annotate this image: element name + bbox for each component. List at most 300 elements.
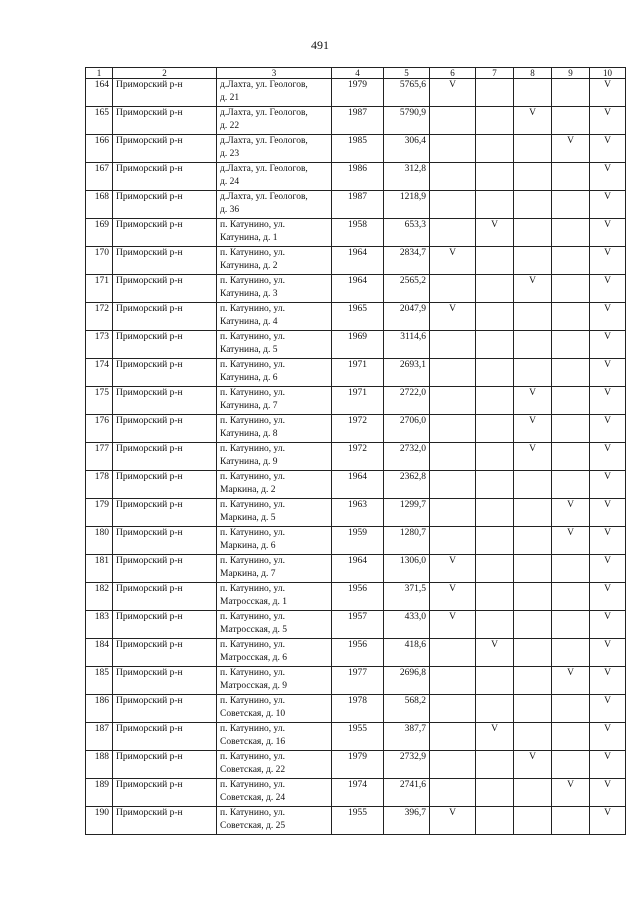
mark-cell-9 <box>552 107 590 135</box>
address-line-2: Маркина, д. 7 <box>220 568 276 579</box>
year-cell: 1987 <box>332 191 384 219</box>
mark-cell-6: V <box>430 807 476 835</box>
address-line-2: д. 24 <box>220 176 240 187</box>
address-line-2: Катунина, д. 1 <box>220 232 278 243</box>
mark-cell-9: V <box>552 499 590 527</box>
district-cell: Приморский р-н <box>113 135 217 163</box>
district-cell: Приморский р-н <box>113 555 217 583</box>
year-cell: 1979 <box>332 79 384 107</box>
address-cell <box>217 303 332 331</box>
mark-cell-8 <box>514 135 552 163</box>
table-row <box>86 723 626 751</box>
address-line-1: д.Лахта, ул. Геологов, <box>220 192 308 202</box>
mark-cell-8 <box>514 303 552 331</box>
mark-cell-7 <box>476 415 514 443</box>
mark-cell-8 <box>514 219 552 247</box>
mark-cell-6 <box>430 723 476 751</box>
table-row <box>86 471 626 499</box>
table-row <box>86 303 626 331</box>
table-row <box>86 695 626 723</box>
area-cell: 396,7 <box>384 807 430 835</box>
year-cell: 1956 <box>332 639 384 667</box>
address-cell <box>217 163 332 191</box>
area-cell: 2047,9 <box>384 303 430 331</box>
area-cell: 5765,6 <box>384 79 430 107</box>
mark-cell-7 <box>476 443 514 471</box>
mark-cell-8 <box>514 779 552 807</box>
mark-cell-9 <box>552 751 590 779</box>
mark-cell-8 <box>514 499 552 527</box>
mark-cell-10: V <box>590 695 626 723</box>
year-cell: 1965 <box>332 303 384 331</box>
col-header-3: 3 <box>217 68 332 79</box>
mark-cell-8 <box>514 667 552 695</box>
mark-cell-6 <box>430 415 476 443</box>
area-cell: 433,0 <box>384 611 430 639</box>
mark-cell-6 <box>430 471 476 499</box>
address-line-2: Матросская, д. 9 <box>220 680 287 691</box>
area-cell: 2732,0 <box>384 443 430 471</box>
mark-cell-6 <box>430 751 476 779</box>
mark-cell-8 <box>514 611 552 639</box>
mark-cell-10: V <box>590 247 626 275</box>
mark-cell-7 <box>476 695 514 723</box>
mark-cell-9 <box>552 807 590 835</box>
district-cell: Приморский р-н <box>113 163 217 191</box>
mark-cell-7: V <box>476 219 514 247</box>
mark-cell-10: V <box>590 611 626 639</box>
row-number: 164 <box>86 79 113 107</box>
mark-cell-7 <box>476 751 514 779</box>
year-cell: 1972 <box>332 443 384 471</box>
mark-cell-6 <box>430 219 476 247</box>
address-cell <box>217 443 332 471</box>
table-row <box>86 807 626 835</box>
mark-cell-7 <box>476 191 514 219</box>
mark-cell-8 <box>514 331 552 359</box>
table-row <box>86 779 626 807</box>
year-cell: 1964 <box>332 247 384 275</box>
row-number: 185 <box>86 667 113 695</box>
mark-cell-10: V <box>590 331 626 359</box>
row-number: 175 <box>86 387 113 415</box>
address-cell <box>217 583 332 611</box>
address-cell <box>217 107 332 135</box>
mark-cell-9 <box>552 247 590 275</box>
address-cell <box>217 779 332 807</box>
district-cell: Приморский р-н <box>113 107 217 135</box>
mark-cell-9 <box>552 79 590 107</box>
table-row <box>86 359 626 387</box>
address-line-2: Советская, д. 24 <box>220 792 286 803</box>
address-line-1: п. Катунино, ул. <box>220 668 285 678</box>
year-cell: 1957 <box>332 611 384 639</box>
mark-cell-9 <box>552 471 590 499</box>
mark-cell-10: V <box>590 135 626 163</box>
mark-cell-10: V <box>590 107 626 135</box>
address-line-2: д. 36 <box>220 204 240 215</box>
year-cell: 1964 <box>332 471 384 499</box>
mark-cell-8 <box>514 807 552 835</box>
mark-cell-9 <box>552 331 590 359</box>
area-cell: 418,6 <box>384 639 430 667</box>
address-line-2: Маркина, д. 5 <box>220 512 276 523</box>
address-line-1: п. Катунино, ул. <box>220 500 285 510</box>
year-cell: 1964 <box>332 275 384 303</box>
mark-cell-10: V <box>590 303 626 331</box>
address-line-2: Катунина, д. 4 <box>220 316 278 327</box>
address-cell <box>217 415 332 443</box>
address-line-2: Катунина, д. 9 <box>220 456 278 467</box>
district-cell: Приморский р-н <box>113 275 217 303</box>
area-cell: 1306,0 <box>384 555 430 583</box>
address-line-2: Советская, д. 22 <box>220 764 286 775</box>
district-cell: Приморский р-н <box>113 695 217 723</box>
address-cell <box>217 695 332 723</box>
mark-cell-6 <box>430 359 476 387</box>
address-line-1: п. Катунино, ул. <box>220 472 285 482</box>
address-cell <box>217 499 332 527</box>
row-number: 180 <box>86 527 113 555</box>
year-cell: 1987 <box>332 107 384 135</box>
address-line-2: д. 23 <box>220 148 240 159</box>
mark-cell-9 <box>552 275 590 303</box>
year-cell: 1986 <box>332 163 384 191</box>
address-line-1: п. Катунино, ул. <box>220 360 285 370</box>
address-line-2: Маркина, д. 2 <box>220 484 276 495</box>
address-cell <box>217 219 332 247</box>
area-cell: 2362,8 <box>384 471 430 499</box>
row-number: 186 <box>86 695 113 723</box>
year-cell: 1955 <box>332 723 384 751</box>
mark-cell-10: V <box>590 667 626 695</box>
address-line-2: Катунина, д. 2 <box>220 260 278 271</box>
table-row <box>86 135 626 163</box>
address-line-1: п. Катунино, ул. <box>220 416 285 426</box>
table-row <box>86 667 626 695</box>
mark-cell-7 <box>476 667 514 695</box>
district-cell: Приморский р-н <box>113 639 217 667</box>
mark-cell-6 <box>430 499 476 527</box>
mark-cell-6: V <box>430 79 476 107</box>
mark-cell-6 <box>430 163 476 191</box>
area-cell: 306,4 <box>384 135 430 163</box>
district-cell: Приморский р-н <box>113 387 217 415</box>
address-cell <box>217 555 332 583</box>
col-header-5: 5 <box>384 68 430 79</box>
row-number: 187 <box>86 723 113 751</box>
mark-cell-8: V <box>514 443 552 471</box>
row-number: 167 <box>86 163 113 191</box>
mark-cell-9: V <box>552 667 590 695</box>
mark-cell-9 <box>552 415 590 443</box>
district-cell: Приморский р-н <box>113 779 217 807</box>
mark-cell-10: V <box>590 583 626 611</box>
mark-cell-7 <box>476 555 514 583</box>
address-line-1: п. Катунино, ул. <box>220 752 285 762</box>
address-line-1: п. Катунино, ул. <box>220 220 285 230</box>
mark-cell-9 <box>552 387 590 415</box>
mark-cell-10: V <box>590 723 626 751</box>
district-cell: Приморский р-н <box>113 527 217 555</box>
address-line-1: п. Катунино, ул. <box>220 248 285 258</box>
address-cell <box>217 79 332 107</box>
district-cell: Приморский р-н <box>113 247 217 275</box>
table-row <box>86 331 626 359</box>
address-cell <box>217 247 332 275</box>
address-cell <box>217 387 332 415</box>
mark-cell-7 <box>476 779 514 807</box>
col-header-9: 9 <box>552 68 590 79</box>
mark-cell-7 <box>476 135 514 163</box>
mark-cell-8 <box>514 583 552 611</box>
row-number: 165 <box>86 107 113 135</box>
mark-cell-10: V <box>590 219 626 247</box>
table-row <box>86 79 626 107</box>
mark-cell-9 <box>552 163 590 191</box>
mark-cell-10: V <box>590 359 626 387</box>
mark-cell-7 <box>476 499 514 527</box>
mark-cell-8 <box>514 555 552 583</box>
table-row <box>86 163 626 191</box>
row-number: 189 <box>86 779 113 807</box>
district-cell: Приморский р-н <box>113 191 217 219</box>
address-line-2: Матросская, д. 6 <box>220 652 287 663</box>
mark-cell-9 <box>552 695 590 723</box>
address-line-2: Маркина, д. 6 <box>220 540 276 551</box>
mark-cell-6 <box>430 107 476 135</box>
address-cell <box>217 723 332 751</box>
mark-cell-8: V <box>514 275 552 303</box>
address-line-2: Катунина, д. 8 <box>220 428 278 439</box>
year-cell: 1972 <box>332 415 384 443</box>
year-cell: 1978 <box>332 695 384 723</box>
mark-cell-6: V <box>430 303 476 331</box>
mark-cell-7 <box>476 471 514 499</box>
address-line-2: Катунина, д. 7 <box>220 400 278 411</box>
mark-cell-6 <box>430 667 476 695</box>
mark-cell-10: V <box>590 555 626 583</box>
address-line-1: д.Лахта, ул. Геологов, <box>220 108 308 118</box>
year-cell: 1977 <box>332 667 384 695</box>
table-row <box>86 751 626 779</box>
mark-cell-6 <box>430 191 476 219</box>
mark-cell-7: V <box>476 639 514 667</box>
mark-cell-7 <box>476 387 514 415</box>
mark-cell-10: V <box>590 751 626 779</box>
area-cell: 568,2 <box>384 695 430 723</box>
mark-cell-6: V <box>430 247 476 275</box>
address-line-1: п. Катунино, ул. <box>220 556 285 566</box>
mark-cell-6 <box>430 331 476 359</box>
address-cell <box>217 135 332 163</box>
district-cell: Приморский р-н <box>113 611 217 639</box>
address-cell <box>217 359 332 387</box>
mark-cell-10: V <box>590 79 626 107</box>
row-number: 179 <box>86 499 113 527</box>
year-cell: 1956 <box>332 583 384 611</box>
district-cell: Приморский р-н <box>113 331 217 359</box>
mark-cell-7 <box>476 807 514 835</box>
area-cell: 1218,9 <box>384 191 430 219</box>
page-number: 491 <box>311 38 329 52</box>
address-line-1: п. Катунино, ул. <box>220 276 285 286</box>
district-cell: Приморский р-н <box>113 667 217 695</box>
address-line-1: п. Катунино, ул. <box>220 444 285 454</box>
mark-cell-8: V <box>514 415 552 443</box>
mark-cell-10: V <box>590 443 626 471</box>
row-number: 172 <box>86 303 113 331</box>
mark-cell-8 <box>514 471 552 499</box>
row-number: 171 <box>86 275 113 303</box>
address-cell <box>217 471 332 499</box>
mark-cell-7 <box>476 611 514 639</box>
table-row <box>86 639 626 667</box>
mark-cell-6 <box>430 695 476 723</box>
mark-cell-8 <box>514 359 552 387</box>
district-cell: Приморский р-н <box>113 219 217 247</box>
district-cell: Приморский р-н <box>113 807 217 835</box>
area-cell: 2741,6 <box>384 779 430 807</box>
row-number: 188 <box>86 751 113 779</box>
mark-cell-9: V <box>552 527 590 555</box>
table-row <box>86 583 626 611</box>
mark-cell-9 <box>552 555 590 583</box>
address-cell <box>217 527 332 555</box>
mark-cell-10: V <box>590 639 626 667</box>
address-cell <box>217 191 332 219</box>
mark-cell-6: V <box>430 583 476 611</box>
row-number: 178 <box>86 471 113 499</box>
area-cell: 3114,6 <box>384 331 430 359</box>
table-row <box>86 219 626 247</box>
table-row <box>86 443 626 471</box>
mark-cell-7 <box>476 163 514 191</box>
mark-cell-9 <box>552 639 590 667</box>
address-line-1: п. Катунино, ул. <box>220 388 285 398</box>
row-number: 183 <box>86 611 113 639</box>
address-line-2: Катунина, д. 6 <box>220 372 278 383</box>
mark-cell-7 <box>476 303 514 331</box>
address-line-1: д.Лахта, ул. Геологов, <box>220 80 308 90</box>
table-row <box>86 527 626 555</box>
mark-cell-6 <box>430 443 476 471</box>
mark-cell-9 <box>552 611 590 639</box>
mark-cell-8 <box>514 527 552 555</box>
row-number: 169 <box>86 219 113 247</box>
mark-cell-7: V <box>476 723 514 751</box>
district-cell: Приморский р-н <box>113 471 217 499</box>
year-cell: 1985 <box>332 135 384 163</box>
address-line-1: п. Катунино, ул. <box>220 724 285 734</box>
mark-cell-9 <box>552 303 590 331</box>
district-cell: Приморский р-н <box>113 499 217 527</box>
area-cell: 653,3 <box>384 219 430 247</box>
col-header-1: 1 <box>86 68 113 79</box>
table-row <box>86 387 626 415</box>
mark-cell-10: V <box>590 471 626 499</box>
mark-cell-7 <box>476 359 514 387</box>
address-line-1: п. Катунино, ул. <box>220 780 285 790</box>
mark-cell-9 <box>552 443 590 471</box>
address-line-1: д.Лахта, ул. Геологов, <box>220 136 308 146</box>
mark-cell-7 <box>476 331 514 359</box>
mark-cell-7 <box>476 583 514 611</box>
area-cell: 371,5 <box>384 583 430 611</box>
area-cell: 1280,7 <box>384 527 430 555</box>
mark-cell-6 <box>430 639 476 667</box>
mark-cell-10: V <box>590 807 626 835</box>
address-line-2: Катунина, д. 3 <box>220 288 278 299</box>
area-cell: 387,7 <box>384 723 430 751</box>
mark-cell-6 <box>430 135 476 163</box>
mark-cell-8 <box>514 247 552 275</box>
table-body <box>86 79 626 835</box>
address-line-2: д. 21 <box>220 92 240 103</box>
mark-cell-10: V <box>590 527 626 555</box>
year-cell: 1955 <box>332 807 384 835</box>
mark-cell-10: V <box>590 779 626 807</box>
mark-cell-7 <box>476 107 514 135</box>
row-number: 166 <box>86 135 113 163</box>
year-cell: 1974 <box>332 779 384 807</box>
table-row <box>86 107 626 135</box>
mark-cell-8 <box>514 695 552 723</box>
district-cell: Приморский р-н <box>113 751 217 779</box>
table-row <box>86 611 626 639</box>
mark-cell-10: V <box>590 499 626 527</box>
mark-cell-9 <box>552 359 590 387</box>
district-cell: Приморский р-н <box>113 583 217 611</box>
area-cell: 312,8 <box>384 163 430 191</box>
col-header-8: 8 <box>514 68 552 79</box>
address-line-1: п. Катунино, ул. <box>220 584 285 594</box>
mark-cell-6: V <box>430 611 476 639</box>
address-cell <box>217 611 332 639</box>
district-cell: Приморский р-н <box>113 359 217 387</box>
address-cell <box>217 275 332 303</box>
address-cell <box>217 639 332 667</box>
header-row <box>86 68 626 79</box>
area-cell: 2693,1 <box>384 359 430 387</box>
mark-cell-7 <box>476 79 514 107</box>
address-line-1: п. Катунино, ул. <box>220 612 285 622</box>
table-row <box>86 191 626 219</box>
area-cell: 2722,0 <box>384 387 430 415</box>
address-line-1: п. Катунино, ул. <box>220 808 285 818</box>
table-row <box>86 247 626 275</box>
district-cell: Приморский р-н <box>113 79 217 107</box>
mark-cell-6 <box>430 387 476 415</box>
col-header-2: 2 <box>113 68 217 79</box>
mark-cell-6 <box>430 527 476 555</box>
address-line-1: п. Катунино, ул. <box>220 528 285 538</box>
mark-cell-8 <box>514 191 552 219</box>
col-header-7: 7 <box>476 68 514 79</box>
row-number: 181 <box>86 555 113 583</box>
address-line-2: Катунина, д. 5 <box>220 344 278 355</box>
address-line-2: Матросская, д. 5 <box>220 624 287 635</box>
mark-cell-10: V <box>590 191 626 219</box>
mark-cell-9: V <box>552 135 590 163</box>
mark-cell-8 <box>514 163 552 191</box>
year-cell: 1959 <box>332 527 384 555</box>
table-row <box>86 499 626 527</box>
district-cell: Приморский р-н <box>113 723 217 751</box>
housing-table <box>85 67 626 835</box>
address-cell <box>217 807 332 835</box>
address-cell <box>217 331 332 359</box>
